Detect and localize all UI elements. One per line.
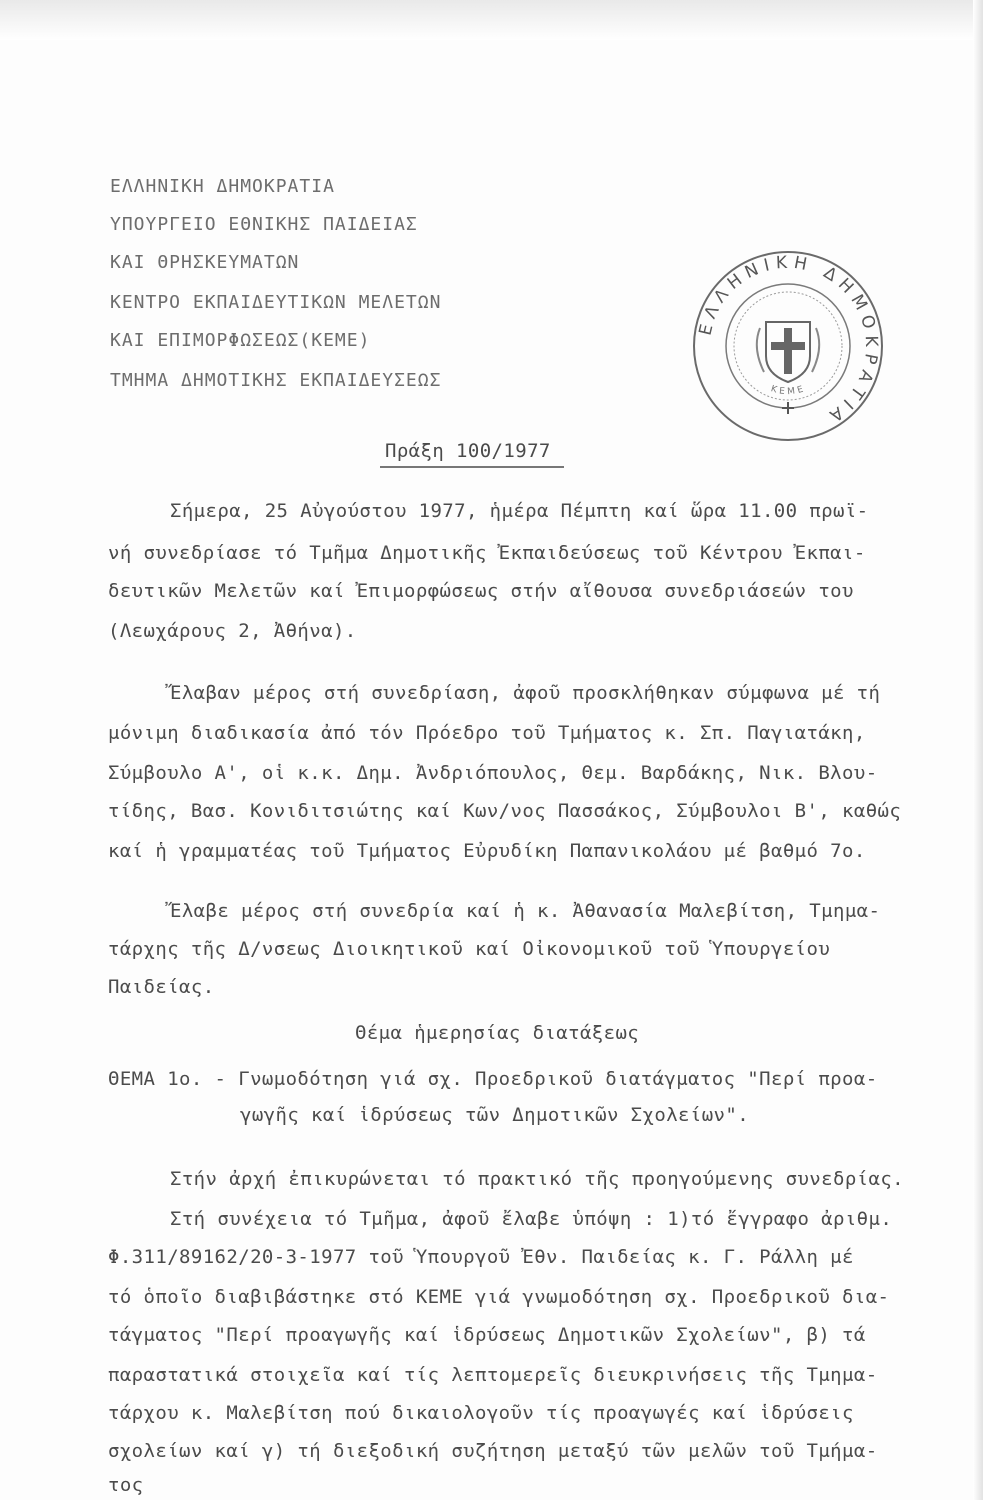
header-line-4: ΚΕΝΤΡΟ ΕΚΠΑΙΔΕΥΤΙΚΩΝ ΜΕΛΕΤΩΝ bbox=[110, 292, 442, 313]
topic-line-1: ΘΕΜΑ 1ο. - Γνωμοδότηση γιά σχ. Προεδρικοῦ διατάγματος "Περί προα- bbox=[108, 1068, 878, 1090]
seal-outer-text: ΕΛΛΗΝΙΚΗ ΔΗΜΟΚΡΑΤΙΑ bbox=[695, 252, 882, 429]
p4-line-6: παραστατικά στοιχεῖα καί τίς λεπτομερεῖς διευκρινήσεις τῆς Τμημα- bbox=[108, 1364, 878, 1386]
p4-line-5: τάγματος "Περί προαγωγῆς καί ἱδρύσεως Δημοτικῶν Σχολείων", β) τά bbox=[108, 1324, 866, 1346]
agenda-heading: Θέμα ἡμερησίας διατάξεως bbox=[355, 1022, 640, 1044]
p2-line-5: καί ἡ γραμματέας τοῦ Τμήματος Εὐρυδίκη Παπανικολάου μέ βαθμό 7ο. bbox=[108, 840, 866, 862]
p4-line-8: σχολείων καί γ) τή διεξοδική συζήτηση μεταξύ τῶν μελῶν τοῦ Τμήμα- bbox=[108, 1440, 878, 1462]
p4-line-2: Στή συνέχεια τό Τμῆμα, ἀφοῦ ἔλαβε ὑπόψη : 1)τό ἔγγραφο ἀριθμ. bbox=[170, 1208, 893, 1230]
header-line-1: ΕΛΛΗΝΙΚΗ ΔΗΜΟΚΡΑΤΙΑ bbox=[110, 176, 335, 197]
p2-line-4: τίδης, Βασ. Κονιδιτσιώτης καί Κων/νος Πασσάκος, Σύμβουλοι Β', καθώς bbox=[108, 800, 902, 822]
p2-line-2: μόνιμη διαδικασία ἀπό τόν Πρόεδρο τοῦ Τμήματος κ. Σπ. Παγιατάκη, bbox=[108, 722, 866, 744]
p4-line-3: Φ.311/89162/20-3-1977 τοῦ Ὑπουργοῦ Ἐθν. Παιδείας κ. Γ. Ράλλη μέ bbox=[108, 1246, 854, 1268]
p4-line-7: τάρχου κ. Μαλεβίτση πού δικαιολογοῦν τίς προαγωγές καί ἱδρύσεις bbox=[108, 1402, 854, 1424]
page-top-shadow bbox=[0, 0, 983, 40]
header-line-2: ΥΠΟΥΡΓΕΙΟ ΕΘΝΙΚΗΣ ΠΑΙΔΕΙΑΣ bbox=[110, 214, 418, 235]
p2-line-3: Σύμβουλο Α', οἱ κ.κ. Δημ. Ἀνδριόπουλος, Θεμ. Βαρδάκης, Νικ. Βλου- bbox=[108, 762, 878, 784]
p4-line-1: Στήν ἀρχή ἐπικυρώνεται τό πρακτικό τῆς προηγούμενης συνεδρίας. bbox=[170, 1168, 905, 1190]
p2-line-1: Ἔλαβαν μέρος στή συνεδρίαση, ἀφοῦ προσκλήθηκαν σύμφωνα μέ τή bbox=[170, 682, 881, 704]
title-underline bbox=[380, 466, 564, 468]
header-line-6: ΤΜΗΜΑ ΔΗΜΟΤΙΚΗΣ ΕΚΠΑΙΔΕΥΣΕΩΣ bbox=[110, 370, 442, 391]
cross-icon bbox=[784, 328, 792, 374]
document-title: Πράξη 100/1977 bbox=[385, 440, 551, 462]
p4-line-9: τος bbox=[108, 1474, 144, 1496]
seal-inner-text: ΚΕΜΕ bbox=[769, 383, 808, 398]
page-right-shadow bbox=[973, 0, 983, 1500]
p1-line-3: δευτικῶν Μελετῶν καί Ἐπιμορφώσεως στήν αἴθουσα συνεδριάσεών του bbox=[108, 580, 854, 602]
p1-line-2: νή συνεδρίασε τό Τμῆμα Δημοτικῆς Ἐκπαιδεύσεως τοῦ Κέντρου Ἐκπαι- bbox=[108, 542, 866, 564]
p4-line-4: τό ὁποῖο διαβιβάστηκε στό ΚΕΜΕ γιά γνωμοδότηση σχ. Προεδρικοῦ δια- bbox=[108, 1286, 890, 1308]
topic-line-2: γωγῆς καί ἱδρύσεως τῶν Δημοτικῶν Σχολείων". bbox=[240, 1104, 750, 1126]
official-seal bbox=[690, 248, 886, 444]
p1-line-1: Σήμερα, 25 Αὐγούστου 1977, ἡμέρα Πέμπτη καί ὥρα 11.00 πρωϊ- bbox=[170, 500, 869, 522]
seal-graphic bbox=[690, 248, 886, 444]
p3-line-1: Ἔλαβε μέρος στή συνεδρία καί ἡ κ. Ἀθανασία Μαλεβίτση, Τμημα- bbox=[170, 900, 881, 922]
p1-line-4: (Λεωχάρους 2, Ἀθήνα). bbox=[108, 620, 357, 642]
header-line-3: ΚΑΙ ΘΡΗΣΚΕΥΜΑΤΩΝ bbox=[110, 252, 300, 273]
p3-line-3: Παιδείας. bbox=[108, 976, 215, 998]
p3-line-2: τάρχης τῆς Δ/νσεως Διοικητικοῦ καί Οἰκονομικοῦ τοῦ Ὑπουργείου bbox=[108, 938, 831, 960]
header-line-5: ΚΑΙ ΕΠΙΜΟΡΦΩΣΕΩΣ(ΚΕΜΕ) bbox=[110, 330, 371, 351]
